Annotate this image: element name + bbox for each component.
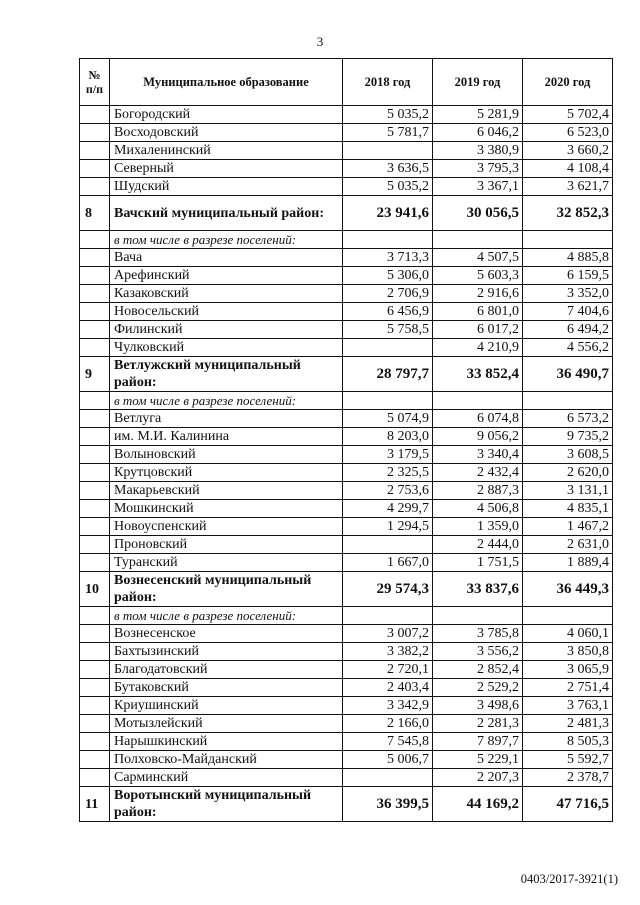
row-number-cell: [80, 178, 110, 196]
row-number-cell: [80, 661, 110, 679]
table-row: [80, 518, 613, 536]
value-2018-cell: 1 667,0: [343, 554, 433, 572]
value-2018-cell: 8 203,0: [343, 428, 433, 446]
value-2020-cell: 8 505,3: [523, 733, 613, 751]
municipality-cell: Бутаковский: [110, 679, 343, 697]
row-number-cell: [80, 625, 110, 643]
table-row: [80, 625, 613, 643]
value-2018-cell: [343, 142, 433, 160]
municipality-cell: Бахтызинский: [110, 643, 343, 661]
municipality-cell: Мошкинский: [110, 500, 343, 518]
row-number-cell: [80, 160, 110, 178]
value-2019-cell: 3 367,1: [433, 178, 523, 196]
value-2018-cell: 29 574,3: [343, 572, 433, 607]
value-2019-cell: 3 795,3: [433, 160, 523, 178]
value-2018-cell: 3 713,3: [343, 249, 433, 267]
row-number-cell: [80, 124, 110, 142]
row-number-cell: [80, 500, 110, 518]
value-2020-cell: 4 885,8: [523, 249, 613, 267]
municipality-cell: в том числе в разрезе поселений:: [110, 231, 343, 249]
value-2019-cell: 6 046,2: [433, 124, 523, 142]
header-2018: 2018 год: [343, 59, 433, 106]
value-2020-cell: 6 494,2: [523, 321, 613, 339]
value-2020-cell: 3 621,7: [523, 178, 613, 196]
row-number-cell: 10: [80, 572, 110, 607]
municipality-cell: Благодатовский: [110, 661, 343, 679]
row-number-cell: [80, 679, 110, 697]
table-row: [80, 124, 613, 142]
value-2018-cell: [343, 536, 433, 554]
header-2019: 2019 год: [433, 59, 523, 106]
value-2019-cell: 1 359,0: [433, 518, 523, 536]
value-2018-cell: 23 941,6: [343, 196, 433, 231]
value-2018-cell: 5 758,5: [343, 321, 433, 339]
value-2019-cell: 2 281,3: [433, 715, 523, 733]
value-2018-cell: 2 403,4: [343, 679, 433, 697]
value-2019-cell: 2 207,3: [433, 769, 523, 787]
value-2018-cell: 36 399,5: [343, 787, 433, 822]
value-2018-cell: [343, 607, 433, 625]
value-2018-cell: 5 306,0: [343, 267, 433, 285]
value-2018-cell: 2 753,6: [343, 482, 433, 500]
table-row: [80, 733, 613, 751]
value-2018-cell: 5 781,7: [343, 124, 433, 142]
table-row: [80, 178, 613, 196]
row-number-cell: [80, 249, 110, 267]
municipality-cell: Новосельский: [110, 303, 343, 321]
row-number-cell: [80, 142, 110, 160]
municipality-cell: Криушинский: [110, 697, 343, 715]
row-number-cell: 8: [80, 196, 110, 231]
value-2020-cell: 6 159,5: [523, 267, 613, 285]
value-2020-cell: 1 467,2: [523, 518, 613, 536]
table-row: [80, 482, 613, 500]
value-2018-cell: 5 035,2: [343, 106, 433, 124]
value-2020-cell: 2 751,4: [523, 679, 613, 697]
value-2018-cell: 3 007,2: [343, 625, 433, 643]
row-number-cell: [80, 536, 110, 554]
value-2019-cell: 5 229,1: [433, 751, 523, 769]
row-number-cell: [80, 733, 110, 751]
value-2018-cell: 2 706,9: [343, 285, 433, 303]
value-2018-cell: 5 035,2: [343, 178, 433, 196]
value-2019-cell: 4 506,8: [433, 500, 523, 518]
value-2020-cell: 2 631,0: [523, 536, 613, 554]
value-2019-cell: 6 801,0: [433, 303, 523, 321]
value-2020-cell: 2 378,7: [523, 769, 613, 787]
row-number-cell: [80, 392, 110, 410]
value-2020-cell: 3 608,5: [523, 446, 613, 464]
municipality-cell: Сарминский: [110, 769, 343, 787]
row-number-cell: [80, 303, 110, 321]
value-2019-cell: 2 529,2: [433, 679, 523, 697]
value-2020-cell: 4 835,1: [523, 500, 613, 518]
value-2020-cell: 2 620,0: [523, 464, 613, 482]
value-2018-cell: 3 179,5: [343, 446, 433, 464]
value-2018-cell: 2 325,5: [343, 464, 433, 482]
municipality-cell: Ветлужский муниципальный район:: [110, 357, 343, 392]
municipality-cell: Туранский: [110, 554, 343, 572]
value-2020-cell: 3 763,1: [523, 697, 613, 715]
row-number-cell: [80, 267, 110, 285]
value-2020-cell: 1 889,4: [523, 554, 613, 572]
row-number-cell: [80, 554, 110, 572]
district-row: [80, 787, 613, 822]
table-row: [80, 554, 613, 572]
value-2019-cell: 3 498,6: [433, 697, 523, 715]
value-2020-cell: 3 660,2: [523, 142, 613, 160]
table-row: [80, 249, 613, 267]
value-2020-cell: 3 131,1: [523, 482, 613, 500]
subheading-row: [80, 392, 613, 410]
header-num: № п/п: [80, 59, 110, 106]
row-number-cell: [80, 410, 110, 428]
table-row: [80, 697, 613, 715]
municipality-cell: Вознесенское: [110, 625, 343, 643]
budget-table: [79, 58, 613, 822]
value-2020-cell: 4 556,2: [523, 339, 613, 357]
value-2018-cell: [343, 231, 433, 249]
value-2019-cell: 3 380,9: [433, 142, 523, 160]
value-2019-cell: 2 444,0: [433, 536, 523, 554]
row-number-cell: [80, 607, 110, 625]
value-2019-cell: 5 281,9: [433, 106, 523, 124]
header-municipality: Муниципальное образование: [110, 59, 343, 106]
municipality-cell: Михаленинский: [110, 142, 343, 160]
value-2019-cell: 1 751,5: [433, 554, 523, 572]
value-2018-cell: [343, 339, 433, 357]
row-number-cell: [80, 231, 110, 249]
table-header-row: [80, 59, 613, 106]
municipality-cell: Арефинский: [110, 267, 343, 285]
value-2019-cell: 7 897,7: [433, 733, 523, 751]
row-number-cell: 9: [80, 357, 110, 392]
table-row: [80, 106, 613, 124]
municipality-cell: Вознесенский муниципальный район:: [110, 572, 343, 607]
subheading-row: [80, 607, 613, 625]
value-2020-cell: 36 449,3: [523, 572, 613, 607]
table-row: [80, 751, 613, 769]
row-number-cell: [80, 769, 110, 787]
value-2018-cell: 4 299,7: [343, 500, 433, 518]
row-number-cell: [80, 464, 110, 482]
district-row: [80, 357, 613, 392]
value-2019-cell: 3 785,8: [433, 625, 523, 643]
value-2020-cell: 32 852,3: [523, 196, 613, 231]
value-2020-cell: [523, 607, 613, 625]
table-row: [80, 769, 613, 787]
table-row: [80, 160, 613, 178]
value-2018-cell: 28 797,7: [343, 357, 433, 392]
value-2018-cell: 3 382,2: [343, 643, 433, 661]
value-2019-cell: [433, 607, 523, 625]
municipality-cell: в том числе в разрезе поселений:: [110, 607, 343, 625]
value-2018-cell: 6 456,9: [343, 303, 433, 321]
value-2020-cell: 4 060,1: [523, 625, 613, 643]
value-2018-cell: 3 636,5: [343, 160, 433, 178]
row-number-cell: [80, 643, 110, 661]
table-row: [80, 679, 613, 697]
value-2019-cell: 5 603,3: [433, 267, 523, 285]
municipality-cell: Проновский: [110, 536, 343, 554]
municipality-cell: Северный: [110, 160, 343, 178]
document-code: 0403/2017-3921(1): [520, 872, 618, 886]
value-2020-cell: 36 490,7: [523, 357, 613, 392]
value-2018-cell: [343, 769, 433, 787]
municipality-cell: Полховско-Майданский: [110, 751, 343, 769]
page-number: 3: [316, 34, 324, 49]
municipality-cell: Новоуспенский: [110, 518, 343, 536]
value-2019-cell: 6 074,8: [433, 410, 523, 428]
table-row: [80, 142, 613, 160]
table-row: [80, 500, 613, 518]
municipality-cell: Вачский муниципальный район:: [110, 196, 343, 231]
table-row: [80, 410, 613, 428]
value-2018-cell: 2 720,1: [343, 661, 433, 679]
row-number-cell: [80, 697, 110, 715]
value-2020-cell: 4 108,4: [523, 160, 613, 178]
table-row: [80, 446, 613, 464]
row-number-cell: [80, 482, 110, 500]
municipality-cell: Казаковский: [110, 285, 343, 303]
row-number-cell: [80, 518, 110, 536]
table-row: [80, 285, 613, 303]
value-2019-cell: 4 507,5: [433, 249, 523, 267]
value-2018-cell: 2 166,0: [343, 715, 433, 733]
value-2019-cell: 6 017,2: [433, 321, 523, 339]
value-2020-cell: [523, 392, 613, 410]
municipality-cell: в том числе в разрезе поселений:: [110, 392, 343, 410]
row-number-cell: [80, 446, 110, 464]
table-row: [80, 267, 613, 285]
value-2020-cell: 3 850,8: [523, 643, 613, 661]
value-2019-cell: 2 852,4: [433, 661, 523, 679]
value-2019-cell: 4 210,9: [433, 339, 523, 357]
value-2018-cell: 5 006,7: [343, 751, 433, 769]
municipality-cell: Волыновский: [110, 446, 343, 464]
row-number-cell: [80, 106, 110, 124]
value-2020-cell: 5 592,7: [523, 751, 613, 769]
value-2019-cell: 44 169,2: [433, 787, 523, 822]
municipality-cell: Нарышкинский: [110, 733, 343, 751]
value-2018-cell: 7 545,8: [343, 733, 433, 751]
municipality-cell: Вача: [110, 249, 343, 267]
value-2019-cell: 33 837,6: [433, 572, 523, 607]
value-2018-cell: 1 294,5: [343, 518, 433, 536]
value-2019-cell: 2 887,3: [433, 482, 523, 500]
value-2020-cell: 9 735,2: [523, 428, 613, 446]
row-number-cell: [80, 715, 110, 733]
table-row: [80, 661, 613, 679]
value-2018-cell: 3 342,9: [343, 697, 433, 715]
value-2018-cell: [343, 392, 433, 410]
value-2020-cell: 2 481,3: [523, 715, 613, 733]
municipality-cell: им. М.И. Калинина: [110, 428, 343, 446]
row-number-cell: 11: [80, 787, 110, 822]
value-2020-cell: 7 404,6: [523, 303, 613, 321]
municipality-cell: Восходовский: [110, 124, 343, 142]
district-row: [80, 196, 613, 231]
table-row: [80, 339, 613, 357]
table-row: [80, 464, 613, 482]
table-body: [80, 106, 613, 822]
municipality-cell: Чулковский: [110, 339, 343, 357]
value-2020-cell: 5 702,4: [523, 106, 613, 124]
municipality-cell: Ветлуга: [110, 410, 343, 428]
municipality-cell: Крутцовский: [110, 464, 343, 482]
table-row: [80, 643, 613, 661]
value-2020-cell: 3 352,0: [523, 285, 613, 303]
value-2019-cell: 2 916,6: [433, 285, 523, 303]
row-number-cell: [80, 285, 110, 303]
subheading-row: [80, 231, 613, 249]
table-row: [80, 715, 613, 733]
value-2019-cell: 30 056,5: [433, 196, 523, 231]
municipality-cell: Шудский: [110, 178, 343, 196]
value-2019-cell: [433, 392, 523, 410]
table-row: [80, 428, 613, 446]
row-number-cell: [80, 339, 110, 357]
value-2020-cell: 6 523,0: [523, 124, 613, 142]
row-number-cell: [80, 321, 110, 339]
value-2020-cell: 6 573,2: [523, 410, 613, 428]
municipality-cell: Богородский: [110, 106, 343, 124]
value-2019-cell: 9 056,2: [433, 428, 523, 446]
district-row: [80, 572, 613, 607]
municipality-cell: Мотызлейский: [110, 715, 343, 733]
row-number-cell: [80, 751, 110, 769]
row-number-cell: [80, 428, 110, 446]
value-2019-cell: 3 556,2: [433, 643, 523, 661]
table-row: [80, 303, 613, 321]
value-2019-cell: [433, 231, 523, 249]
value-2020-cell: [523, 231, 613, 249]
value-2018-cell: 5 074,9: [343, 410, 433, 428]
value-2020-cell: 47 716,5: [523, 787, 613, 822]
value-2019-cell: 33 852,4: [433, 357, 523, 392]
value-2019-cell: 2 432,4: [433, 464, 523, 482]
municipality-cell: Воротынский муниципальный район:: [110, 787, 343, 822]
value-2019-cell: 3 340,4: [433, 446, 523, 464]
header-2020: 2020 год: [523, 59, 613, 106]
table-row: [80, 536, 613, 554]
municipality-cell: Макарьевский: [110, 482, 343, 500]
table-row: [80, 321, 613, 339]
municipality-cell: Филинский: [110, 321, 343, 339]
value-2020-cell: 3 065,9: [523, 661, 613, 679]
